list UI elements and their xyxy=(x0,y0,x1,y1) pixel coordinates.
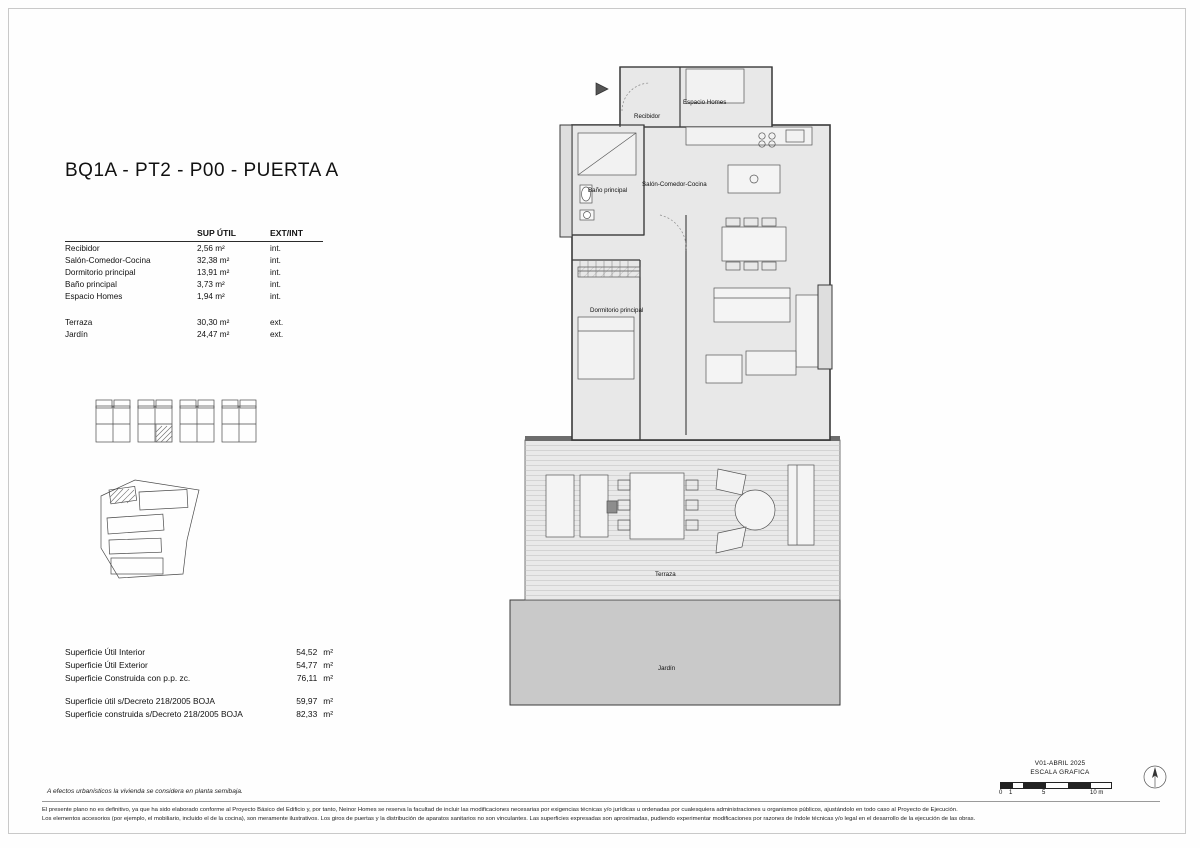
table-row xyxy=(65,279,323,291)
room-area: 30,30 m² xyxy=(197,317,230,327)
summary-value: 82,33 xyxy=(296,708,318,719)
legal-line-2: Los elementos accesorios (por ejemplo, el mobiliario, incluido el de la cocina), son meramente ilustrativos. Los giros de puertas y la distribución de aparatos sanitarios no son vinculantes. Las superficies expresadas son aproximadas, pudiendo experimentar modificaciones por razones de índole técnicas y/o legal en el desarrollo de la ejecución de las obras. xyxy=(42,816,976,823)
room-name: Dormitorio principal xyxy=(65,267,136,277)
room-type: int. xyxy=(270,255,281,265)
scale-ticks xyxy=(1000,790,1110,799)
room-type: ext. xyxy=(270,317,284,327)
scale-tick: 0 xyxy=(999,790,1003,796)
north-arrow-icon xyxy=(1140,762,1170,792)
room-area: 3,73 m² xyxy=(197,280,225,290)
summary-row xyxy=(65,694,345,707)
key-plan-site-diagram xyxy=(95,478,225,588)
scale-tick: 1 xyxy=(1009,790,1013,796)
room-name: Salón-Comedor-Cocina xyxy=(65,255,151,265)
summary-label: Superficie útil s/Decreto 218/2005 BOJA xyxy=(65,695,215,706)
summary-unit: m² xyxy=(323,660,333,671)
drawing-version: V01-ABRIL 2025 xyxy=(1034,760,1086,767)
scale-label: ESCALA GRAFICA xyxy=(1030,769,1090,776)
room-area: 24,47 m² xyxy=(197,329,230,339)
footer-divider xyxy=(42,801,1160,802)
room-name: Espacio Homes xyxy=(65,292,123,302)
table-row xyxy=(65,328,323,340)
summary-row xyxy=(65,659,345,672)
room-name: Recibidor xyxy=(65,243,100,253)
room-type: int. xyxy=(270,243,281,253)
scale-tick: 5 xyxy=(1042,790,1046,796)
key-plan-block-diagram xyxy=(88,392,268,462)
plan-label-terraza: Terraza xyxy=(655,571,676,578)
room-name: Baño principal xyxy=(65,280,117,290)
urban-note: A efectos urbanísticos la vivienda se considera en planta semibaja. xyxy=(47,788,243,795)
page-title: BQ1A - PT2 - P00 - PUERTA A xyxy=(65,160,339,181)
plan-label-bano: Baño principal xyxy=(588,187,628,194)
summary-label: Superficie construida s/Decreto 218/2005 BOJA xyxy=(65,708,243,719)
summary-row xyxy=(65,646,345,659)
summary-label: Superficie Útil Interior xyxy=(65,647,146,658)
summary-unit: m² xyxy=(323,672,333,683)
summary-unit: m² xyxy=(323,695,333,706)
scale-tick: 10 m xyxy=(1090,790,1104,796)
room-area: 32,38 m² xyxy=(197,255,230,265)
summary-value: 54,77 xyxy=(296,660,318,671)
plan-label-recibidor: Recibidor xyxy=(634,113,661,120)
room-schedule-table xyxy=(65,228,323,340)
room-name: Jardín xyxy=(65,329,88,339)
summary-label: Superficie Construida con p.p. zc. xyxy=(65,672,191,683)
summary-unit: m² xyxy=(323,647,333,658)
table-row xyxy=(65,316,323,328)
table-header-row xyxy=(65,228,323,242)
surface-summary xyxy=(65,646,345,720)
legal-disclaimer xyxy=(42,806,1162,824)
floor-plan-drawing xyxy=(500,55,900,725)
table-header-type: EXT/INT xyxy=(270,228,303,238)
room-type: int. xyxy=(270,267,281,277)
plan-label-jardin: Jardín xyxy=(658,665,676,672)
table-header-area: SUP ÚTIL xyxy=(197,228,236,238)
apartment-shell xyxy=(572,67,830,440)
table-row xyxy=(65,254,323,266)
table-spacer xyxy=(65,303,323,316)
table-row xyxy=(65,266,323,278)
summary-row xyxy=(65,707,345,720)
room-type: int. xyxy=(270,292,281,302)
plan-label-dormitorio: Dormitorio principal xyxy=(590,307,644,314)
scale-block xyxy=(1000,760,1120,799)
table-row xyxy=(65,242,323,254)
plan-label-espacio-homes: Espacio Homes xyxy=(683,99,727,106)
summary-label: Superficie Útil Exterior xyxy=(65,660,148,671)
table-row xyxy=(65,291,323,303)
room-type: ext. xyxy=(270,329,284,339)
summary-spacer xyxy=(65,684,345,694)
room-name: Terraza xyxy=(65,317,93,327)
room-area: 13,91 m² xyxy=(197,267,230,277)
summary-value: 59,97 xyxy=(296,695,318,706)
summary-value: 54,52 xyxy=(296,647,318,658)
summary-unit: m² xyxy=(323,708,333,719)
room-area: 2,56 m² xyxy=(197,243,225,253)
room-type: int. xyxy=(270,280,281,290)
scale-bar xyxy=(1000,782,1112,789)
summary-value: 76,11 xyxy=(296,672,318,683)
plan-label-salon: Salón-Comedor-Cocina xyxy=(642,181,707,188)
room-area: 1,94 m² xyxy=(197,292,225,302)
summary-row xyxy=(65,672,345,685)
garden-area xyxy=(510,600,840,705)
legal-line-1: El presente plano no es definitivo, ya que ha sido elaborado conforme al Proyecto Básico del Edificio y, por tanto, Neinor Homes se reserva la facultad de incluir las modificaciones necesarias por exigencias técnicas y/o jurídicas u ordenadas por cualesquiera administraciones u organismos públicos, ajustándolo en todo caso al Proyecto de Ejecución. xyxy=(42,807,958,813)
table-header-name xyxy=(65,228,197,238)
